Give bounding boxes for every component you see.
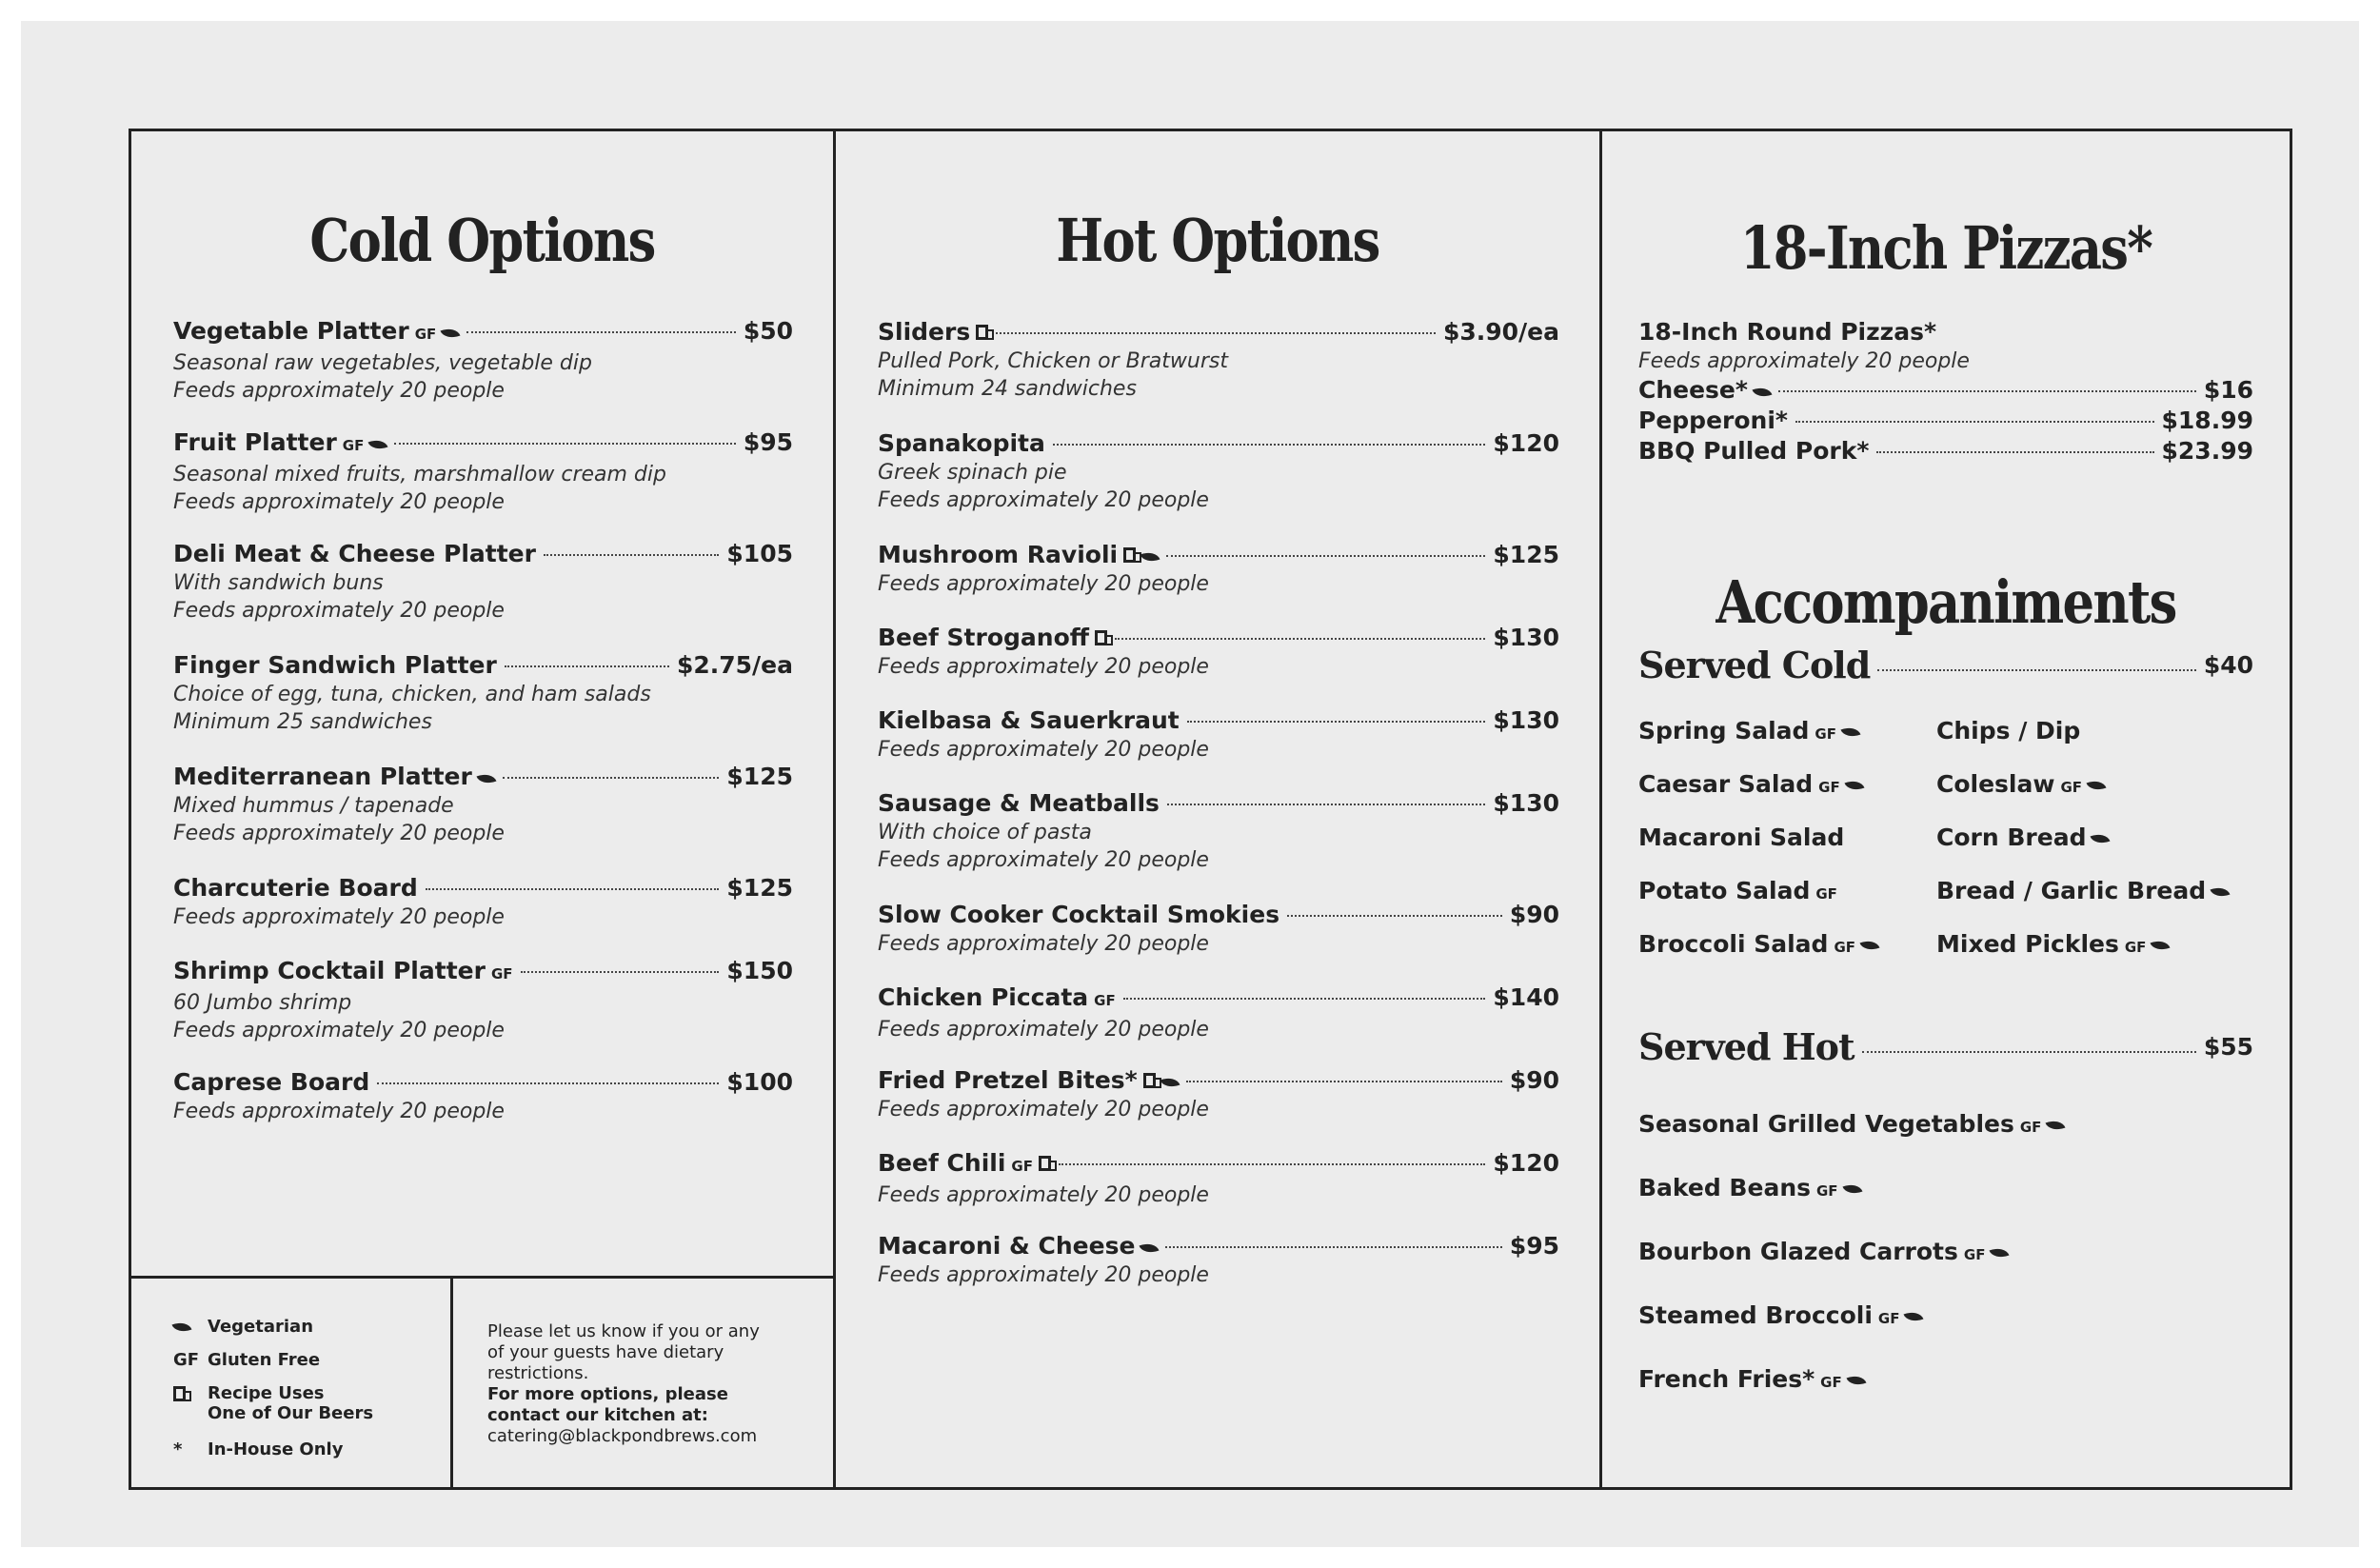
cold-options-column (131, 131, 836, 1487)
menu-item-name: Slow Cooker Cocktail Smokies (878, 901, 1280, 928)
leaf-icon (1990, 1244, 2010, 1260)
menu-item-name: Shrimp Cocktail Platter (173, 957, 486, 984)
menu-item-row (173, 539, 793, 569)
menu-item-name: Fried Pretzel Bites* (878, 1066, 1138, 1094)
gluten-free-tag: GF (1963, 1246, 1986, 1263)
menu-item-description: Feeds approximately 20 people (878, 738, 1209, 762)
menu-item-description: With sandwich buns (173, 571, 384, 595)
gluten-free-tag: GF (342, 437, 365, 454)
leaf-icon (1160, 1074, 1180, 1090)
gluten-free-tag: GF (1011, 1158, 1033, 1175)
menu-item-row (878, 982, 1559, 1016)
gf-symbol: GF (173, 1350, 200, 1370)
pizza-section (1638, 317, 2253, 466)
menu-item-row (878, 705, 1559, 736)
menu-item-price: $130 (1493, 624, 1559, 651)
pizza-name: Cheese* (1638, 376, 1748, 404)
menu-item-price: $95 (743, 428, 793, 456)
menu-item (173, 956, 793, 1044)
menu-item-price: $120 (1493, 429, 1559, 457)
menu-item-description: Feeds approximately 20 people (173, 1019, 505, 1042)
menu-item-row (878, 1231, 1559, 1261)
pizza-list (1638, 375, 2253, 466)
accompaniment-name: Mixed Pickles (1936, 930, 2119, 958)
leader-dots (1053, 444, 1486, 446)
leaf-icon (1140, 1240, 1160, 1256)
menu-item-row (173, 762, 793, 792)
menu-item-description: With choice of pasta (878, 821, 1092, 844)
menu-item-description: Feeds approximately 20 people (173, 490, 505, 514)
served-cold-price: $40 (2203, 651, 2253, 679)
leaf-icon (2046, 1117, 2066, 1133)
menu-item-price: $3.90/ea (1442, 318, 1559, 346)
menu-item-row (173, 956, 793, 989)
leaf-icon (1842, 1181, 1862, 1197)
menu-item-row (173, 427, 793, 461)
menu-item (173, 873, 793, 931)
leader-dots (1877, 669, 2196, 671)
menu-item-price: $2.75/ea (676, 651, 793, 679)
pizza-name: Pepperoni* (1638, 407, 1788, 434)
menu-item-row (878, 1065, 1559, 1096)
menu-item-price: $130 (1493, 789, 1559, 817)
menu-item-description: 60 Jumbo shrimp (173, 991, 352, 1015)
accompaniment-item (1936, 930, 2169, 958)
leader-dots (1876, 451, 2153, 453)
menu-item-description: Feeds approximately 20 people (878, 932, 1209, 956)
served-cold-header (1638, 644, 2253, 686)
menu-item (173, 1067, 793, 1125)
accompaniment-name: Baked Beans (1638, 1174, 1811, 1201)
leaf-icon (2091, 830, 2111, 846)
pizza-note: Feeds approximately 20 people (1638, 349, 1970, 373)
accompaniment-name: Chips / Dip (1936, 717, 2081, 744)
accompaniment-item (1936, 717, 2080, 744)
menu-item-name: Finger Sandwich Platter (173, 651, 497, 679)
dietary-note (487, 1321, 773, 1447)
menu-item-row (878, 428, 1559, 459)
leader-dots (1795, 421, 2154, 423)
legend-in-house (173, 1439, 343, 1459)
contact-note-text: For more options, please contact our kitchen at: (487, 1384, 728, 1425)
legend-gluten-free-label: Gluten Free (208, 1350, 321, 1370)
menu-item-description: Feeds approximately 20 people (878, 572, 1209, 596)
pizzas-title: 18-Inch Pizzas* (1739, 213, 2152, 283)
menu-item-name: Sausage & Meatballs (878, 789, 1160, 817)
pizza-accompaniments-column (1602, 131, 2290, 1487)
menu-item-row (173, 650, 793, 681)
menu-item-price: $120 (1493, 1149, 1559, 1177)
hot-options-column (836, 131, 1602, 1487)
pizza-row (1638, 406, 2253, 436)
leaf-icon (1844, 777, 1864, 793)
menu-item (173, 427, 793, 516)
menu-item-price: $90 (1509, 901, 1559, 928)
beer-mug-icon (1039, 1156, 1051, 1171)
leader-dots (426, 888, 720, 890)
leaf-icon (1752, 384, 1772, 400)
leader-dots (521, 971, 720, 973)
leaf-icon (1859, 937, 1879, 953)
menu-item-price: $130 (1493, 706, 1559, 734)
menu-item (173, 316, 793, 405)
leaf-icon (1846, 1372, 1866, 1388)
leader-dots (544, 554, 719, 556)
menu-item-description: Minimum 24 sandwiches (878, 377, 1137, 401)
accompaniment-item (1936, 770, 2105, 798)
menu-item-description: Minimum 25 sandwiches (173, 710, 432, 734)
accompaniment-name: Coleslaw (1936, 770, 2055, 798)
menu-item-row (878, 1148, 1559, 1181)
menu-item-row (878, 900, 1559, 930)
menu-item (878, 540, 1559, 598)
menu-item (878, 982, 1559, 1043)
pizza-name: BBQ Pulled Pork* (1638, 437, 1870, 465)
menu-item-name: Deli Meat & Cheese Platter (173, 540, 536, 567)
accompaniment-name: Bourbon Glazed Carrots (1638, 1238, 1958, 1265)
legend-in-house-label: In-House Only (208, 1439, 344, 1459)
star-symbol: * (173, 1439, 183, 1459)
legend-vegetarian-label: Vegetarian (208, 1317, 314, 1337)
menu-item-price: $90 (1509, 1066, 1559, 1094)
gluten-free-tag: GF (1815, 725, 1836, 743)
menu-item-row (173, 316, 793, 349)
menu-item-name: Beef Stroganoff (878, 624, 1089, 651)
menu-item-row (173, 873, 793, 903)
menu-item-price: $125 (1493, 541, 1559, 568)
leaf-icon (2087, 777, 2107, 793)
menu-item-name: Fruit Platter (173, 428, 337, 456)
menu-item-name: Kielbasa & Sauerkraut (878, 706, 1180, 734)
accompaniment-item (1638, 1174, 1861, 1201)
accompaniment-item (1638, 930, 1878, 958)
menu-item-price: $140 (1493, 983, 1559, 1011)
beer-mug-icon (1095, 630, 1107, 645)
leader-dots (1165, 1246, 1501, 1248)
leaf-icon (368, 436, 388, 452)
menu-item (878, 428, 1559, 514)
accompaniment-name: Steamed Broccoli (1638, 1301, 1873, 1329)
menu-item-name: Vegetable Platter (173, 317, 409, 345)
leaf-icon (171, 1319, 191, 1335)
leaf-icon (1904, 1308, 1924, 1324)
menu-item (878, 788, 1559, 874)
beer-mug-icon (1123, 547, 1136, 563)
menu-item (878, 705, 1559, 764)
menu-item-description: Feeds approximately 20 people (173, 822, 505, 845)
gluten-free-tag: GF (1094, 992, 1116, 1009)
beer-mug-icon (173, 1386, 186, 1401)
pizza-row (1638, 375, 2253, 406)
menu-item-description: Mixed hummus / tapenade (173, 794, 454, 818)
menu-item-price: $105 (726, 540, 793, 567)
gluten-free-tag: GF (414, 326, 437, 343)
accompaniment-item (1936, 824, 2109, 851)
menu-item-row (878, 540, 1559, 570)
menu-item-name: Mediterranean Platter (173, 763, 472, 790)
legend-gluten-free (173, 1350, 320, 1370)
menu-frame (129, 129, 2292, 1490)
menu-item-price: $150 (726, 957, 793, 984)
menu-item-name: Caprese Board (173, 1068, 370, 1096)
menu-item (878, 1231, 1559, 1289)
leaf-icon (441, 325, 461, 341)
beer-mug-icon (976, 325, 988, 340)
accompaniment-name: Broccoli Salad (1638, 930, 1829, 958)
leader-dots (1862, 1051, 2196, 1053)
menu-item-name: Beef Chili (878, 1149, 1006, 1177)
menu-item-description: Seasonal mixed fruits, marshmallow cream dip (173, 463, 666, 486)
leaf-icon (2151, 937, 2171, 953)
leader-dots (1123, 998, 1486, 1000)
menu-item-description: Pulled Pork, Chicken or Bratwurst (878, 349, 1228, 373)
accompaniment-name: Spring Salad (1638, 717, 1810, 744)
leader-dots (1059, 1163, 1485, 1165)
menu-item-description: Feeds approximately 20 people (878, 1018, 1209, 1042)
gluten-free-tag: GF (2124, 939, 2147, 956)
served-hot-price: $55 (2203, 1033, 2253, 1061)
leader-dots (394, 443, 735, 445)
menu-item-price: $125 (726, 763, 793, 790)
accompaniment-item (1638, 1301, 1922, 1329)
catering-email[interactable]: catering@blackpondbrews.com (487, 1426, 758, 1446)
gluten-free-tag: GF (1816, 1182, 1838, 1200)
gluten-free-tag: GF (490, 965, 513, 982)
menu-item-description: Choice of egg, tuna, chicken, and ham salads (173, 683, 651, 706)
served-cold-label: Served Cold (1638, 644, 1871, 686)
menu-item-name: Mushroom Ravioli (878, 541, 1119, 568)
gluten-free-tag: GF (1815, 885, 1837, 903)
hot-options-title: Hot Options (1056, 206, 1379, 275)
menu-item-name: Spanakopita (878, 429, 1045, 457)
leaf-icon (2211, 883, 2231, 900)
menu-item-price: $125 (726, 874, 793, 902)
menu-item-description: Feeds approximately 20 people (878, 1098, 1209, 1121)
leader-dots (505, 665, 669, 667)
legend (131, 1276, 836, 1487)
menu-item (878, 317, 1559, 403)
menu-item-name: Macaroni & Cheese (878, 1232, 1136, 1260)
accompaniment-name: Seasonal Grilled Vegetables (1638, 1110, 2014, 1138)
accompaniment-item (1638, 1110, 2064, 1138)
legend-beer-label: Recipe Uses One of Our Beers (208, 1383, 374, 1423)
gluten-free-tag: GF (2019, 1119, 2042, 1136)
menu-item-price: $95 (1509, 1232, 1559, 1260)
menu-item-description: Feeds approximately 20 people (173, 905, 505, 929)
menu-item-row (878, 788, 1559, 819)
accompaniment-item (1936, 877, 2229, 904)
menu-item (173, 762, 793, 847)
leader-dots (1167, 804, 1485, 805)
menu-item (878, 1065, 1559, 1123)
beer-mug-icon (1143, 1073, 1156, 1088)
accompaniment-name: Bread / Garlic Bread (1936, 877, 2207, 904)
gluten-free-tag: GF (1818, 779, 1840, 796)
pizza-price: $23.99 (2161, 437, 2253, 465)
menu-item-name: Chicken Piccata (878, 983, 1089, 1011)
accompaniment-item (1638, 770, 1863, 798)
accompaniment-name: Potato Salad (1638, 877, 1811, 904)
leaf-icon (476, 770, 496, 786)
legend-vegetarian (173, 1317, 313, 1337)
accompaniment-item (1638, 1365, 1865, 1393)
cold-options-title: Cold Options (309, 206, 655, 275)
gluten-free-tag: GF (1877, 1310, 1900, 1327)
menu-item-description: Feeds approximately 20 people (878, 1183, 1209, 1207)
leader-dots (996, 332, 1436, 334)
menu-item-description: Feeds approximately 20 people (878, 655, 1209, 679)
dietary-note-text: Please let us know if you or any of your guests have dietary restrictions. (487, 1321, 760, 1383)
menu-item-price: $100 (726, 1068, 793, 1096)
menu-item-description: Feeds approximately 20 people (173, 379, 505, 403)
accompaniment-item (1638, 1238, 2008, 1265)
leader-dots (466, 331, 736, 333)
menu-item-row (173, 1067, 793, 1098)
accompaniment-item (1638, 824, 1844, 851)
leader-dots (1778, 390, 2196, 392)
leader-dots (1187, 721, 1486, 723)
menu-sheet (21, 21, 2359, 1547)
gluten-free-tag: GF (2060, 779, 2083, 796)
accompaniment-name: French Fries* (1638, 1365, 1815, 1393)
served-hot-header (1638, 1025, 2253, 1068)
menu-item-row (878, 623, 1559, 653)
menu-item-description: Feeds approximately 20 people (878, 488, 1209, 512)
menu-item-description: Feeds approximately 20 people (878, 848, 1209, 872)
legend-symbols (131, 1279, 453, 1487)
accompaniment-name: Corn Bread (1936, 824, 2087, 851)
accompaniment-item (1638, 877, 1837, 904)
accompaniment-item (1638, 717, 1859, 744)
menu-item-description: Feeds approximately 20 people (173, 1100, 505, 1123)
pizza-price: $16 (2203, 376, 2253, 404)
leader-dots (1115, 638, 1485, 640)
pizza-row (1638, 436, 2253, 466)
menu-item-description: Seasonal raw vegetables, vegetable dip (173, 351, 592, 375)
menu-item (878, 1148, 1559, 1209)
served-hot-label: Served Hot (1638, 1025, 1854, 1068)
menu-item-price: $50 (743, 317, 793, 345)
menu-item-description: Feeds approximately 20 people (173, 599, 505, 623)
menu-item-description: Greek spinach pie (878, 461, 1067, 485)
menu-item (878, 623, 1559, 681)
accompaniment-name: Caesar Salad (1638, 770, 1814, 798)
leader-dots (377, 1082, 719, 1084)
menu-item-name: Charcuterie Board (173, 874, 418, 902)
accompaniment-name: Macaroni Salad (1638, 824, 1845, 851)
leaf-icon (1140, 548, 1160, 565)
pizza-heading: 18-Inch Round Pizzas* (1638, 318, 1937, 346)
gluten-free-tag: GF (1820, 1374, 1842, 1391)
menu-item (878, 900, 1559, 958)
menu-item-name: Sliders (878, 318, 971, 346)
menu-item-description: Feeds approximately 20 people (878, 1263, 1209, 1287)
leaf-icon (1840, 724, 1860, 740)
leader-dots (1287, 915, 1502, 917)
menu-item (173, 650, 793, 736)
menu-item (173, 539, 793, 625)
leader-dots (1166, 555, 1485, 557)
leader-dots (503, 777, 720, 779)
legend-beer (173, 1383, 373, 1423)
gluten-free-tag: GF (1834, 939, 1855, 956)
accompaniments-title: Accompaniments (1716, 567, 2176, 637)
leader-dots (1186, 1081, 1502, 1082)
menu-item-row (878, 317, 1559, 347)
pizza-price: $18.99 (2161, 407, 2253, 434)
